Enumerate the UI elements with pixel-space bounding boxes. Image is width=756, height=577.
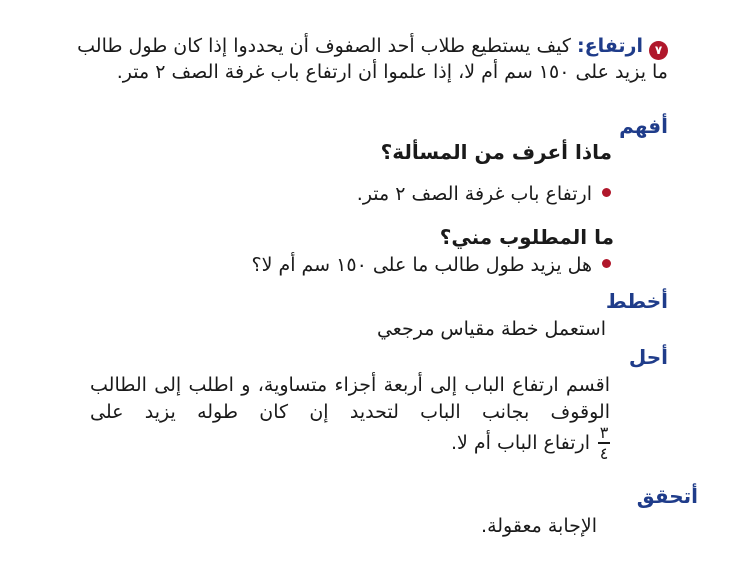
problem-statement — [68, 34, 668, 85]
solve-heading: أحل — [628, 345, 668, 369]
bullet-icon — [602, 188, 611, 197]
required-answer-text: هل يزيد طول طالب ما على ١٥٠ سم أم لا؟ — [251, 254, 592, 276]
solve-text: اقسم ارتفاع الباب إلى أربعة أجزاء متساوية، و اطلب إلى الطالب الوقوف بجانب الباب لتحديد إن كان طوله يزيد على — [90, 374, 610, 423]
required-question: ما المطلوب مني؟ — [439, 225, 614, 249]
bullet-icon — [602, 259, 611, 268]
plan-heading: أخطط — [605, 289, 668, 313]
solve-text-end: ارتفاع الباب أم لا. — [451, 432, 590, 454]
fraction-three-quarters — [598, 424, 610, 462]
known-answer-text: ارتفاع باب غرفة الصف ٢ متر. — [356, 183, 592, 205]
solve-text-end-line — [451, 424, 610, 462]
known-answer-item — [357, 182, 611, 207]
problem-text: كيف يستطيع طلاب أحد الصفوف أن يحددوا إذا كان طول طالب ما يزيد على ١٥٠ سم أم لا، إذا علموا أن ارتفاع باب غرفة الصف ٢ متر. — [77, 35, 668, 83]
known-question: ماذا أعرف من المسألة؟ — [380, 140, 612, 164]
problem-label: ارتفاع: — [577, 35, 643, 57]
check-text: الإجابة معقولة. — [481, 515, 597, 537]
check-heading: أتحقق — [636, 484, 698, 508]
fraction-denominator: ٤ — [599, 444, 609, 463]
understand-heading: أفهم — [619, 114, 668, 138]
problem-number-badge: ٧ — [649, 41, 668, 60]
required-answer-item — [252, 253, 612, 278]
plan-text: استعمل خطة مقياس مرجعي — [376, 318, 606, 340]
fraction-numerator: ٣ — [599, 423, 609, 442]
